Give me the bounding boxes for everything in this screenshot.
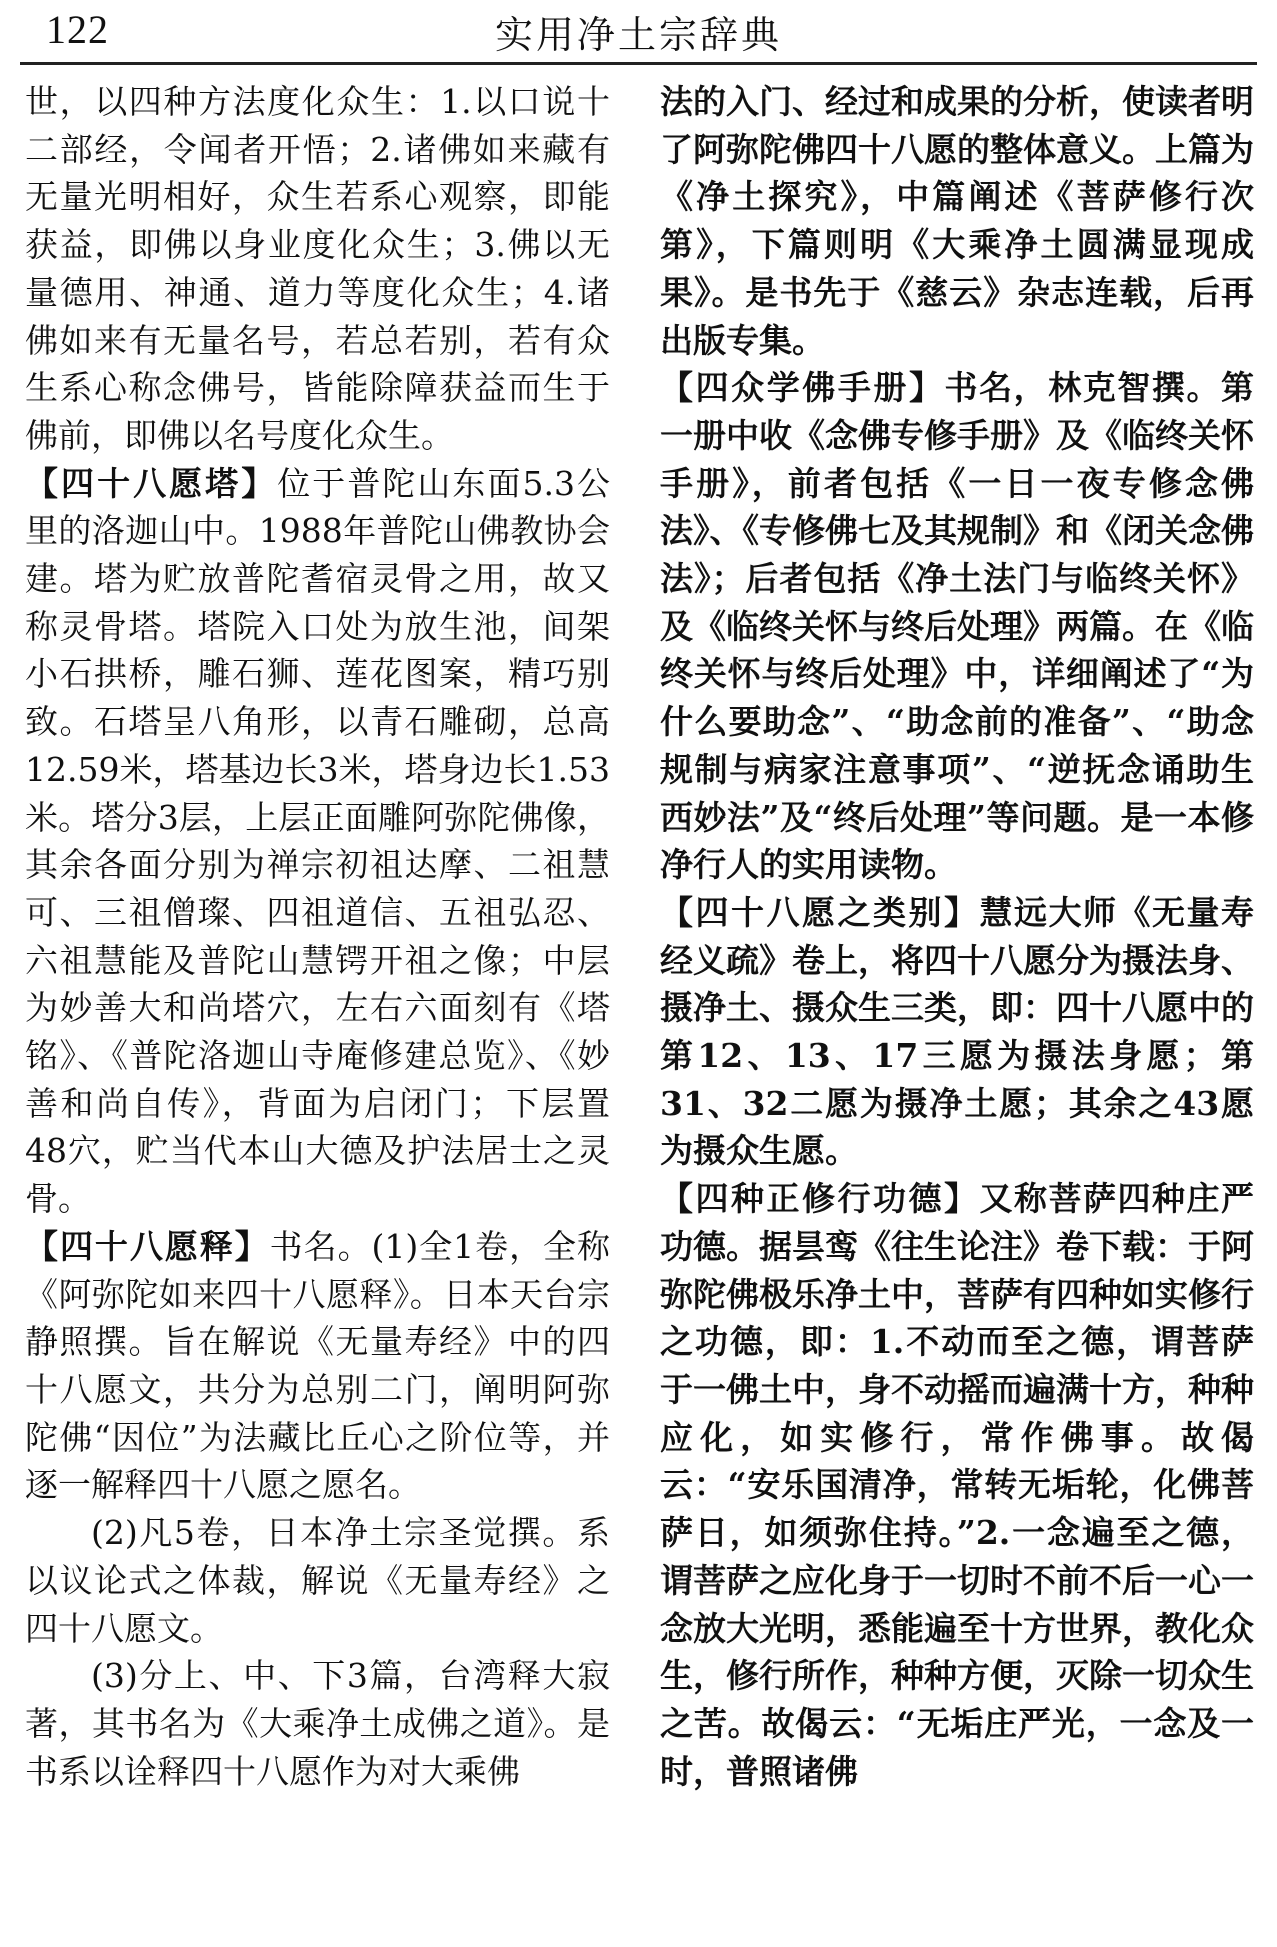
continuation-paragraph: 法的入门、经过和成果的分析，使读者明了阿弥陀佛四十八愿的整体意义。上篇为《净土探究》，中篇阐述《菩萨修行次第》，下篇则明《大乘净土圆满显现成果》。是书先于《慈云》杂志连载，后再出版专集。: [660, 82, 1254, 360]
entry-headword: 【四种正修行功德】: [660, 1179, 980, 1219]
entry-si-shi-ba-yuan-zhi-lei-bie: [660, 889, 1254, 1175]
entry-body: 又称菩萨四种庄严功德。据昙鸾《往生论注》卷下载：于阿弥陀佛极乐净土中，菩萨有四种如实修行之功德，即：1.不动而至之德，谓菩萨于一佛土中，身不动摇而遍满十方，种种应化，如实修行，常作佛事。故偈云：“安乐国清净，常转无垢轮，化佛菩萨日，如须弥住持。”2.一念遍至之德，谓菩萨之应化身于一切时不前不后一心一念放大光明，悉能遍至十方世界，教化众生，修行所作，种种方便，灭除一切众生之苦。故偈云：“无垢庄严光，一念及一时，普照诸佛: [660, 1179, 1254, 1791]
running-title: 实用净土宗辞典: [494, 13, 782, 57]
entry-headword: 【四众学佛手册】: [660, 368, 945, 408]
entry-body: 书名，林克智撰。第一册中收《念佛专修手册》及《临终关怀手册》，前者包括《一日一夜专修念佛法》、《专修佛七及其规制》和《闭关念佛法》；后者包括《净土法门与临终关怀》及《临终关怀与终后处理》两篇。在《临终关怀与终后处理》中，详细阐述了“为什么要助念”、“助念前的准备”、“助念规制与病家注意事项”、“逆抚念诵助生西妙法”及“终后处理”等问题。是一本修净行人的实用读物。: [660, 368, 1254, 885]
entry-body: 位于普陀山东面5.3公里的洛迦山中。1988年普陀山佛教协会建。塔为贮放普陀耆宿灵骨之用，故又称灵骨塔。塔院入口处为放生池，间架小石拱桥，雕石狮、莲花图案，精巧别致。石塔呈八角形，以青石雕砌，总高12.59米，塔基边长3米，塔身边长1.53米。塔分3层，上层正面雕阿弥陀佛像，其余各面分别为禅宗初祖达摩、二祖慧可、三祖僧璨、四祖道信、五祖弘忍、六祖慧能及普陀山慧锷开祖之像；中层为妙善大和尚塔穴，左右六面刻有《塔铭》、《普陀洛迦山寺庵修建总览》、《妙善和尚自传》，背面为启闭门；下层置48穴，贮当代本山大德及护法居士之灵骨。: [25, 463, 611, 1219]
header-rule: [20, 62, 1257, 65]
entry-headword: 【四十八愿之类别】: [660, 892, 980, 932]
entry-headword: 【四十八愿释】: [25, 1226, 270, 1266]
entry-si-shi-ba-yuan-ta: [25, 460, 610, 1223]
entry-si-zhong-xue-fo-shou-ce: [660, 364, 1254, 889]
right-column: [660, 78, 1254, 1795]
continuation-paragraph: 世，以四种方法度化众生：1.以口说十二部经，令闻者开悟；2.诸佛如来藏有无量光明相好，众生若系心观察，即能获益，即佛以身业度化众生；3.佛以无量德用、神通、道力等度化众生；4.诸佛如来有无量名号，若总若别，若有众生系心称念佛号，皆能除障获益而生于佛前，即佛以名号度化众生。: [25, 82, 610, 455]
entry-headword: 【四十八愿塔】: [25, 463, 278, 503]
entry-body: 慧远大师《无量寿经义疏》卷上，将四十八愿分为摄法身、摄净土、摄众生三类，即：四十八愿中的第12、13、17三愿为摄法身愿；第31、32二愿为摄净土愿；其余之43愿为摄众生愿。: [660, 892, 1254, 1171]
entry-body: 书名。(1)全1卷，全称《阿弥陀如来四十八愿释》。日本天台宗静照撰。旨在解说《无量寿经》中的四十八愿文，共分为总别二门，阐明阿弥陀佛“因位”为法藏比丘心之阶位等，并逐一解释四十八愿之愿名。: [25, 1226, 610, 1505]
page-header: [18, 0, 1259, 62]
entry-si-shi-ba-yuan-shi: [25, 1223, 610, 1509]
sub-paragraph-2: (2)凡5卷，日本净土宗圣觉撰。系以议论式之体裁，解说《无量寿经》之四十八愿文。: [25, 1513, 610, 1648]
entry-si-zhong-zheng-xiu-xing-gong-de: [660, 1175, 1254, 1795]
sub-paragraph-3: (3)分上、中、下3篇，台湾释大寂著，其书名为《大乘净土成佛之道》。是书系以诠释四十八愿作为对大乘佛: [25, 1656, 610, 1791]
left-column: [25, 78, 610, 1795]
page-number: 122: [46, 7, 109, 52]
